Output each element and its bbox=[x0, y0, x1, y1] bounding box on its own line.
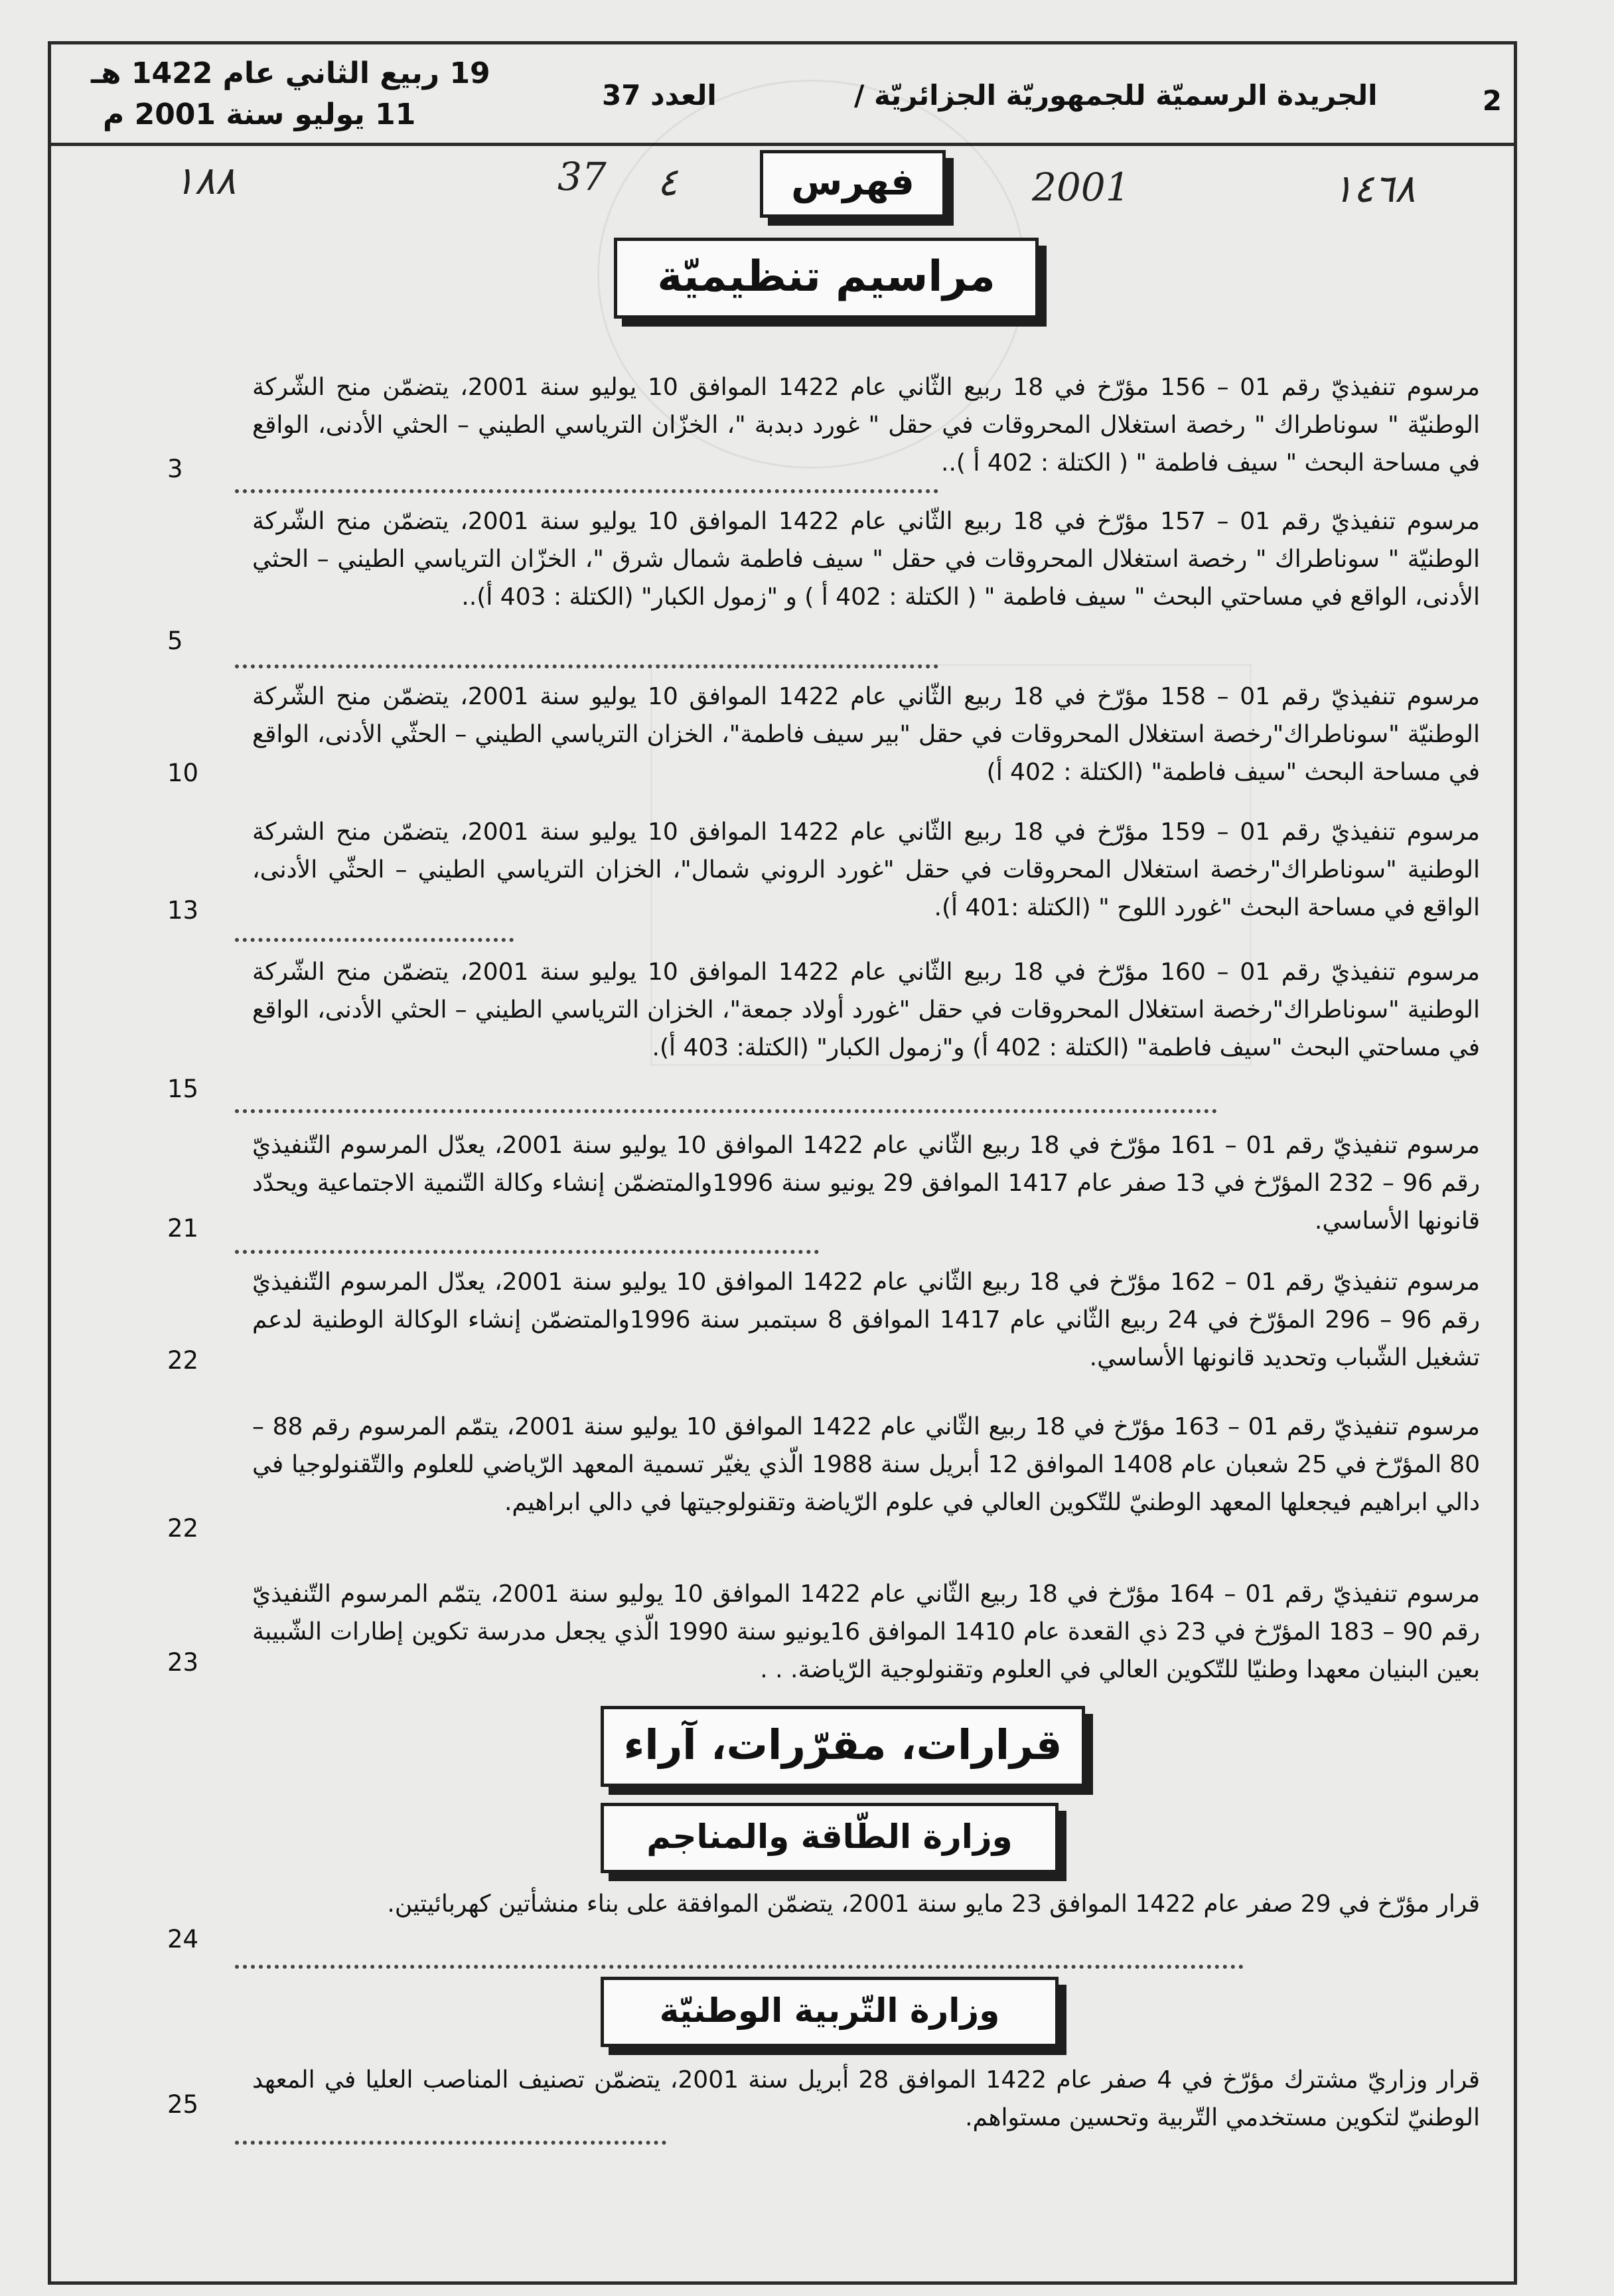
dot-leader bbox=[235, 1083, 1217, 1113]
toc-entry bbox=[93, 953, 1513, 1141]
handwritten-note-d: 2001 bbox=[1032, 165, 1130, 210]
handwritten-note-b: 37 bbox=[557, 154, 607, 199]
dot-leader bbox=[235, 463, 938, 493]
dot-leader bbox=[235, 638, 938, 668]
toc-page-number: 3 bbox=[167, 455, 183, 483]
header-page-number: 2 bbox=[1482, 84, 1502, 117]
education-ministry-heading: وزارة التّربية الوطنيّة bbox=[601, 1977, 1059, 2047]
toc-page-number: 22 bbox=[167, 1346, 199, 1375]
executive-decrees-heading: مراسيم تنظيميّة bbox=[614, 238, 1039, 319]
dot-leader bbox=[235, 1223, 819, 1254]
toc-entry bbox=[93, 678, 1513, 828]
toc-entry bbox=[93, 1575, 1513, 1688]
toc-entry bbox=[93, 813, 1513, 963]
dot-leader bbox=[235, 1938, 1244, 1969]
handwritten-note-c: ٤ bbox=[657, 159, 678, 204]
toc-page-number: 10 bbox=[167, 759, 199, 787]
toc-entry-text: مرسوم تنفيذيّ رقم 01 – 163 مؤرّخ في 18 ربيع الثّاني عام 1422 الموافق 10 يوليو سنة 2001، يتمّم المرسوم رقم 88 – 80 المؤرّخ في 25 شعبان عام 1408 الموافق 12 أبريل سنة 1988 الّذي يغيّر تسمية المعهد الرّياضي للعلوم والتّقنولوجيا في دالي ابراهيم فيجعلها المعهد الوطنيّ للتّكوين العالي في علوم الرّياضة وتقنولوجيتها في دالي ابراهيم. bbox=[252, 1413, 1480, 1516]
handwritten-note-a: ١٨٨ bbox=[174, 158, 236, 203]
toc-page-number: 23 bbox=[167, 1648, 199, 1677]
handwritten-note-e: ١٤٦٨ bbox=[1333, 166, 1416, 211]
toc-entry bbox=[93, 368, 1513, 518]
toc-entry bbox=[93, 1263, 1513, 1376]
toc-page-number: 15 bbox=[167, 1075, 199, 1103]
toc-entry bbox=[93, 1126, 1513, 1243]
energy-ministry-heading: وزارة الطّاقة والمناجم bbox=[601, 1803, 1059, 1873]
toc-entry bbox=[93, 1885, 1513, 1961]
toc-page-number: 25 bbox=[167, 2090, 199, 2119]
toc-entry-text: مرسوم تنفيذيّ رقم 01 – 158 مؤرّخ في 18 ربيع الثّاني عام 1422 الموافق 10 يوليو سنة 2001، يتضمّن منح الشّركة الوطنيّة "سوناطراك"رخصة استغلال المحروقات في حقل "بير سيف فاطمة"، الخزان الترياسي الطيني – الحثّي الأدنى، الواقع في مساحة البحث "سيف فاطمة" (الكتلة : 402 أ) bbox=[252, 683, 1480, 786]
toc-entry-text: مرسوم تنفيذيّ رقم 01 – 164 مؤرّخ في 18 ربيع الثّاني عام 1422 الموافق 10 يوليو سنة 2001، يتمّم المرسوم التّنفيذيّ رقم 90 – 183 المؤرّخ في 23 ذي القعدة عام 1410 الموافق 16يونيو سنة 1990 الّذي يجعل مدرسة تكوين إطارات الشّبيبة بعين البنيان معهدا وطنيّا للتّكوين العالي في العلوم وتقنولوجية الرّياضة. . . bbox=[252, 1580, 1481, 1683]
toc-page-number: 5 bbox=[167, 627, 183, 655]
toc-page-number: 24 bbox=[167, 1925, 199, 1953]
toc-entry bbox=[93, 1408, 1513, 1558]
toc-entry-text: مرسوم تنفيذيّ رقم 01 – 159 مؤرّخ في 18 ربيع الثّاني عام 1422 الموافق 10 يوليو سنة 2001، يتضمّن منح الشركة الوطنية "سوناطراك"رخصة استغلال المحروقات في حقل "غورد الروني شمال"، الخزان الترياسي الطيني – الحثّي الأدنى، الواقع في مساحة البحث "غورد اللوح " (الكتلة :401 أ). bbox=[252, 818, 1480, 921]
dot-leader bbox=[235, 2114, 666, 2145]
toc-entry-text: مرسوم تنفيذيّ رقم 01 – 162 مؤرّخ في 18 ربيع الثّاني عام 1422 الموافق 10 يوليو سنة 2001، يعدّل المرسوم التّنفيذيّ رقم 96 – 296 المؤرّخ في 24 ربيع الثّاني عام 1417 الموافق 8 سبتمبر سنة 1996والمتضمّن إنشاء الوكالة الوطنية لدعم تشغيل الشّباب وتحديد قانونها الأساسي. bbox=[252, 1268, 1480, 1371]
index-heading: فهرس bbox=[760, 150, 946, 218]
decisions-heading: قرارات، مقرّرات، آراء bbox=[601, 1706, 1085, 1787]
header-journal-title: الجريدة الرسميّة للجمهوريّة الجزائريّة / bbox=[854, 79, 1378, 112]
toc-entry-text: قرار مؤرّخ في 29 صفر عام 1422 الموافق 23 مايو سنة 2001، يتضمّن الموافقة على بناء منشأتين كهربائيتين. bbox=[387, 1890, 1480, 1918]
toc-entry bbox=[93, 2061, 1513, 2137]
toc-page-number: 13 bbox=[167, 896, 199, 925]
header-date-hijri: 19 ربيع الثاني عام 1422 هـ bbox=[91, 56, 490, 90]
toc-entry-text: مرسوم تنفيذيّ رقم 01 – 160 مؤرّخ في 18 ربيع الثّاني عام 1422 الموافق 10 يوليو سنة 2001، يتضمّن منح الشّركة الوطنية "سوناطراك"رخصة استغلال المحروقات في حقل "غورد أولاد جمعة"، الخزان الترياسي الطيني – الحثي الأدنى، الواقع في مساحتي البحث "سيف فاطمة" (الكتلة : 402 أ) و"زمول الكبار" (الكتلة: 403 أ). bbox=[252, 958, 1480, 1061]
toc-page-number: 22 bbox=[167, 1514, 199, 1543]
toc-entry-text: مرسوم تنفيذيّ رقم 01 – 157 مؤرّخ في 18 ربيع الثّاني عام 1422 الموافق 10 يوليو سنة 2001، يتضمّن منح الشّركة الوطنيّة " سوناطراك " رخصة استغلال المحروقات في حقل " سيف فاطمة شمال شرق "، الخزّان الترياسي الطيني – الحثي الأدنى، الواقع في مساحتي البحث " سيف فاطمة " ( الكتلة : 402 أ ) و "زمول الكبار" (الكتلة : 403 أ).. bbox=[252, 508, 1480, 611]
dot-leader bbox=[235, 911, 514, 942]
header-issue-number: العدد 37 bbox=[602, 79, 717, 112]
toc-entry-text: مرسوم تنفيذيّ رقم 01 – 156 مؤرّخ في 18 ربيع الثّاني عام 1422 الموافق 10 يوليو سنة 2001، يتضمّن منح الشّركة الوطنيّة " سوناطراك " رخصة استغلال المحروقات في حقل " غورد دبدبة "، الخزّان الترياسي الطيني – الحثي الأدنى، الواقع في مساحة البحث " سيف فاطمة " ( الكتلة : 402 أ ).. bbox=[252, 374, 1480, 477]
toc-entry-text: قرار وزاريّ مشترك مؤرّخ في 4 صفر عام 1422 الموافق 28 أبريل سنة 2001، يتضمّن تصنيف المناصب العليا في المعهد الوطنيّ لتكوين مستخدمي التّربية وتحسين مستواهم. bbox=[252, 2066, 1480, 2131]
header-date-gregorian: 11 يوليو سنة 2001 م bbox=[103, 98, 416, 131]
toc-entry bbox=[93, 502, 1513, 690]
toc-page-number: 21 bbox=[167, 1214, 199, 1243]
toc-entry-text: مرسوم تنفيذيّ رقم 01 – 161 مؤرّخ في 18 ربيع الثّاني عام 1422 الموافق 10 يوليو سنة 2001، يعدّل المرسوم التّنفيذيّ رقم 96 – 232 المؤرّخ في 13 صفر عام 1417 الموافق 29 يونيو سنة 1996والمتضمّن إنشاء وكالة التّنمية الاجتماعية ويحدّد قانونها الأساسي. bbox=[252, 1132, 1480, 1235]
